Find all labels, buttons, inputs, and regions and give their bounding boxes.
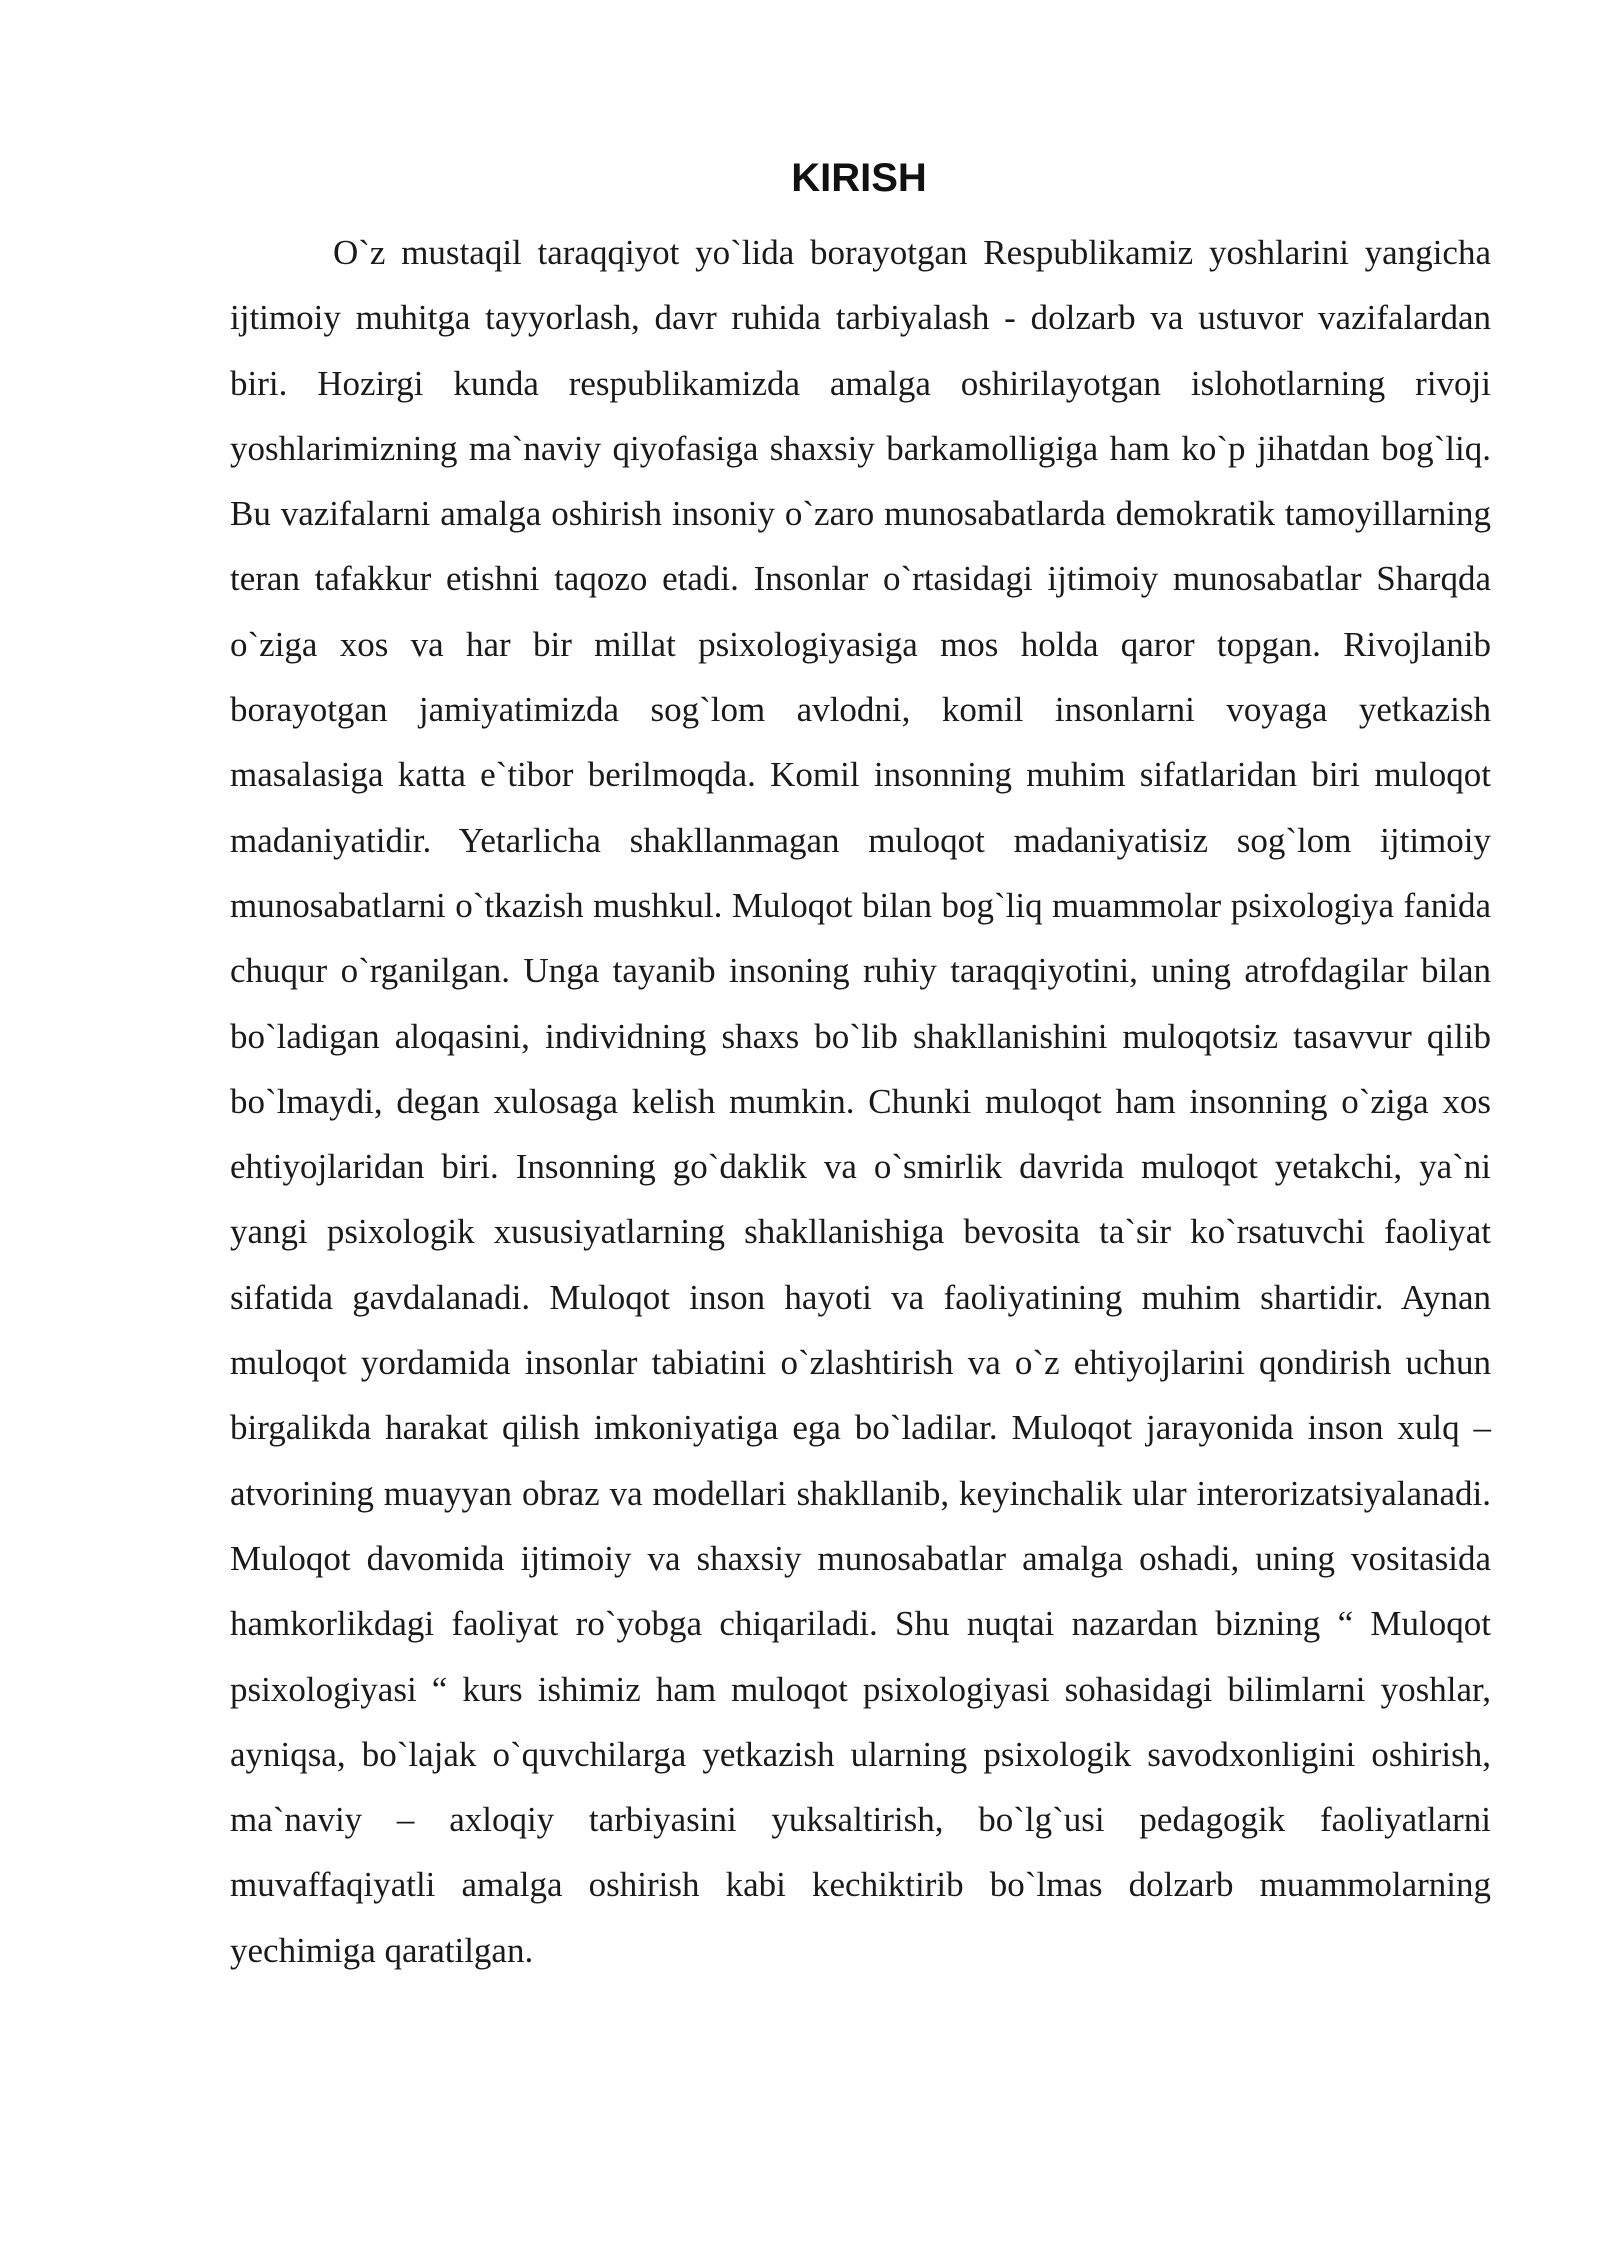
document-title: KIRISH [791,156,927,200]
body-paragraph: O`z mustaqil taraqqiyot yo`lida borayotgan Respublikamiz yoshlarini yangicha ijtimoiy muhitga tayyorlash, davr ruhida tarbiyalash - dolzarb va ustuvor vazifalardan biri. Hozirgi kunda respublikamizda amalga oshirilayotgan islohotlarning rivoji yoshlarimizning ma`naviy qiyofasiga shaxsiy barkamolligiga ham ko`p jihatdan bog`liq. Bu vazifalarni amalga oshirish insoniy o`zaro munosabatlarda demokratik tamoyillarning teran tafakkur etishni taqozo etadi. Insonlar o`rtasidagi ijtimoiy munosabatlar Sharqda o`ziga xos va har bir millat psixologiyasiga mos holda qaror topgan. Rivojlanib borayotgan jamiyatimizda sog`lom avlodni, komil insonlarni voyaga yetkazish masalasiga katta e`tibor berilmoqda. Komil insonning muhim sifatlaridan biri muloqot madaniyatidir. Yetarlicha shakllanmagan muloqot madaniyatisiz sog`lom ijtimoiy munosabatlarni o`tkazish mushkul. Muloqot bilan bog`liq muammolar psixologiya fanida chuqur o`rganilgan. Unga tayanib insoning ruhiy taraqqiyotini, uning atrofdagilar bilan bo`ladigan aloqasini, individning shaxs bo`lib shakllanishini muloqotsiz tasavvur qilib bo`lmaydi, degan xulosaga kelish mumkin. Chunki muloqot ham insonning o`ziga xos ehtiyojlaridan biri. Insonning go`daklik va o`smirlik davrida muloqot yetakchi, ya`ni yangi psixologik xususiyatlarning shakllanishiga bevosita ta`sir ko`rsatuvchi faoliyat sifatida gavdalanadi. Muloqot inson hayoti va faoliyatining muhim shartidir. Aynan muloqot yordamida insonlar tabiatini o`zlashtirish va o`z ehtiyojlarini qondirish uchun birgalikda harakat qilish imkoniyatiga ega bo`ladilar. Muloqot jarayonida inson xulq – atvorining muayyan obraz va modellari shakllanib, keyinchalik ular interorizatsiyalanadi. Muloqot davomida ijtimoiy va shaxsiy munosabatlar amalga oshadi, uning vositasida hamkorlikdagi faoliyat ro`yobga chiqariladi. Shu nuqtai nazardan bizning “ Muloqot psixologiyasi “ kurs ishimiz ham muloqot psixologiyasi sohasidagi bilimlarni yoshlar, ayniqsa, bo`lajak o`quvchilarga yetkazish ularning psixologik savodxonligini oshirish, ma`naviy – axloqiy tarbiyasini yuksaltirish, bo`lg`usi pedagogik faoliyatlarni muvaffaqiyatli amalga oshirish kabi kechiktirib bo`lmas dolzarb muammolarning yechimiga qaratilgan. [230,233,1491,1970]
